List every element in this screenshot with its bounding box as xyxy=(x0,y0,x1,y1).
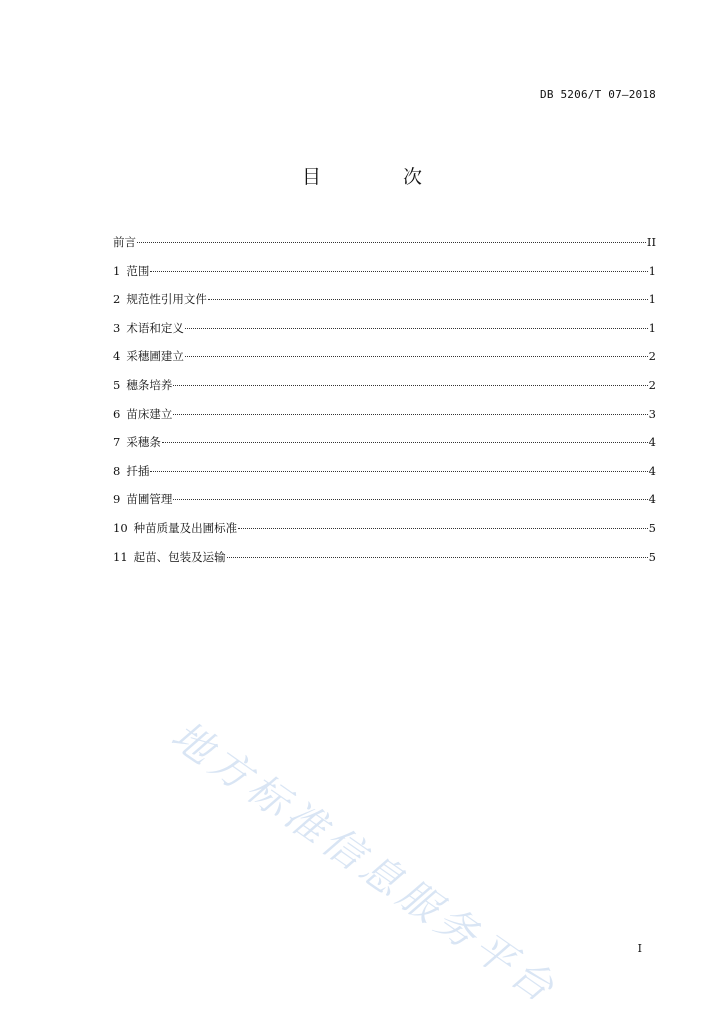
toc-entry-title: 起苗、包装及运输 xyxy=(133,549,226,564)
toc-leader-dots xyxy=(173,499,647,500)
toc-entry-title: 采穗圃建立 xyxy=(126,349,184,364)
toc-entry-page: 1 xyxy=(648,320,656,335)
toc-entry-number: 9 xyxy=(113,492,121,507)
toc-entry-number: 10 xyxy=(113,520,128,535)
toc-entry-label xyxy=(113,318,184,338)
toc-entry-number: 6 xyxy=(113,406,121,421)
toc-entry[interactable] xyxy=(113,547,656,576)
toc-entry-number: 3 xyxy=(113,320,121,335)
toc-entry-label xyxy=(113,518,237,538)
toc-entry[interactable] xyxy=(113,489,656,518)
toc-entry[interactable] xyxy=(113,375,656,404)
toc-entry-number: 2 xyxy=(113,292,121,307)
toc-entry-label xyxy=(113,404,172,424)
toc-entry-page: 4 xyxy=(648,492,656,507)
toc-entry-page: 2 xyxy=(648,349,656,364)
toc-entry-label xyxy=(113,489,172,509)
toc-leader-dots xyxy=(162,442,648,443)
watermark: 地方标准信息服务平台 xyxy=(162,712,566,1015)
toc-leader-dots xyxy=(173,414,647,415)
toc-entry[interactable] xyxy=(113,346,656,375)
toc-entry-label xyxy=(113,432,161,452)
toc-entry-title: 穗条培养 xyxy=(126,377,173,392)
toc-entry-number: 11 xyxy=(113,549,128,564)
toc-entry-label xyxy=(113,346,184,366)
toc-entry[interactable] xyxy=(113,461,656,490)
toc-entry-label xyxy=(113,461,149,481)
toc-entry-page: 5 xyxy=(648,520,656,535)
toc-entry-page: 5 xyxy=(648,549,656,564)
toc-entry[interactable] xyxy=(113,318,656,347)
toc-entry-label xyxy=(113,375,172,395)
toc-entry-title: 前言 xyxy=(113,235,136,249)
standard-code: DB 5206/T 07—2018 xyxy=(540,88,656,101)
toc-leader-dots xyxy=(208,299,648,300)
toc-title: 目 次 xyxy=(301,166,461,188)
toc-entry-title: 扦插 xyxy=(126,463,150,478)
toc-entry-page: 1 xyxy=(648,263,656,278)
toc-entry-number: 5 xyxy=(113,377,121,392)
toc-leader-dots xyxy=(238,528,648,529)
toc-leader-dots xyxy=(137,242,646,243)
toc-entry-page: II xyxy=(646,235,656,249)
toc-entry-title: 采穗条 xyxy=(126,435,161,450)
toc-entry-title: 苗圃管理 xyxy=(126,492,173,507)
toc-entry-title: 苗床建立 xyxy=(126,406,173,421)
toc-entry[interactable] xyxy=(113,232,656,261)
toc-entry[interactable] xyxy=(113,261,656,290)
toc-leader-dots xyxy=(150,271,647,272)
toc-leader-dots xyxy=(185,328,648,329)
toc-entry-label xyxy=(113,261,149,281)
toc-entry[interactable] xyxy=(113,404,656,433)
toc-entry-page: 1 xyxy=(648,292,656,307)
toc-entry[interactable] xyxy=(113,432,656,461)
toc-entry-number: 7 xyxy=(113,435,121,450)
toc-entry-label xyxy=(113,547,226,567)
toc-entry-title: 规范性引用文件 xyxy=(126,292,207,307)
toc-entry-number: 8 xyxy=(113,463,121,478)
toc-entry-title: 种苗质量及出圃标准 xyxy=(133,520,238,535)
toc-entry-label xyxy=(113,232,136,252)
toc-leader-dots xyxy=(173,385,647,386)
toc-entry-label xyxy=(113,289,207,309)
toc-entry-page: 4 xyxy=(648,463,656,478)
page-number: I xyxy=(637,942,642,955)
toc-entry[interactable] xyxy=(113,518,656,547)
toc-leader-dots xyxy=(227,557,648,558)
toc-entry-title: 范围 xyxy=(126,263,150,278)
toc-leader-dots xyxy=(185,356,648,357)
toc-entry-page: 4 xyxy=(648,435,656,450)
toc-entry-title: 术语和定义 xyxy=(126,320,184,335)
toc-entry-page: 2 xyxy=(648,377,656,392)
toc-entry[interactable] xyxy=(113,289,656,318)
toc-entry-number: 1 xyxy=(113,263,121,278)
toc-entry-number: 4 xyxy=(113,349,121,364)
table-of-contents xyxy=(113,232,656,575)
toc-entry-page: 3 xyxy=(648,406,656,421)
toc-leader-dots xyxy=(150,471,647,472)
